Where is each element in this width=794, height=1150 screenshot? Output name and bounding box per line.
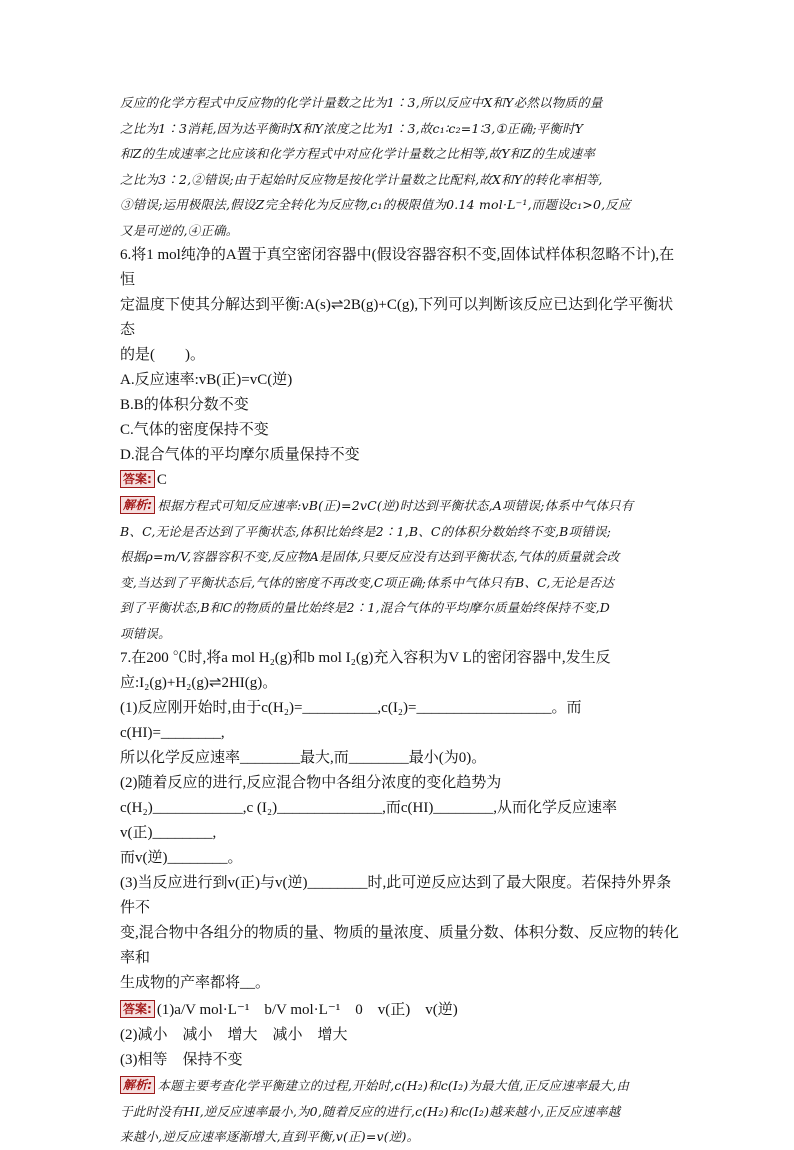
explanation-line: 之比为3∶2,②错误;由于起始时反应物是按化学计量数之比配料,故X和Y的转化率相等, [120, 171, 603, 187]
question-text-line: (3)当反应进行到v(正)与v(逆)________时,此可逆反应达到了最大限度。若保持外界条件不 [120, 875, 672, 916]
question-text-line: 所以化学反应速率________最大,而________最小(为0)。 [120, 750, 487, 766]
explanation-line: 之比为1∶3消耗,因为达平衡时X和Y浓度之比为1∶3,故c₁∶c₂=1∶3,①正确;平衡时Y [120, 120, 584, 136]
analysis-line [120, 1073, 680, 1099]
explanation-line: 反应的化学方程式中反应物的化学计量数之比为1∶3,所以反应中X和Y必然以物质的量 [120, 95, 603, 110]
analysis-text: 根据方程式可知反应速率:vB(正)=2vC(逆)时达到平衡状态,A项错误;体系中气体只有 [157, 498, 634, 513]
answer-tag: 答案: [120, 1000, 155, 1018]
analysis-line: 到了平衡状态,B和C的物质的量比始终是2∶1,混合气体的平均摩尔质量始终保持不变,D [120, 600, 610, 615]
explanation-line: 和Z的生成速率之比应该和化学方程式中对应化学计量数之比相等,故Y和Z的生成速率 [120, 146, 595, 161]
question-6 [120, 243, 680, 646]
option-a: A.反应速率:vB(正)=vC(逆) [120, 372, 293, 388]
analysis-line: 项错误。 [120, 625, 171, 641]
question-7 [120, 646, 680, 1150]
analysis-line: 变,当达到了平衡状态后,气体的密度不再改变,C项正确;体系中气体只有B、C,无论是否达 [120, 574, 615, 590]
document-content [120, 90, 680, 1150]
analysis-line: 来越小,逆反应速率逐渐增大,直到平衡,v(正)=v(逆)。 [120, 1129, 420, 1144]
analysis-line [120, 493, 680, 519]
question-text-line: 6.将1 mol纯净的A置于真空密闭容器中(假设容器容积不变,固体试样体积忽略不计),在恒 [120, 247, 675, 288]
explanation-line: 又是可逆的,④正确。 [120, 222, 239, 238]
analysis-text: 本题主要考查化学平衡建立的过程,开始时,c(H₂)和c(I₂)为最大值,正反应速率最大,由 [157, 1078, 630, 1093]
analysis-tag: 解析: [120, 496, 155, 514]
answer-value: (1)a/V mol·L⁻¹ b/V mol·L⁻¹ 0 v(正) v(逆) [156, 1002, 458, 1018]
question-text-line: 而v(逆)________。 [120, 850, 243, 866]
question-text-line: 生成物的产率都将__。 [120, 975, 271, 991]
question-text-line: 应:I₂(g)+H₂(g)⇌2HI(g)。 [120, 675, 278, 691]
answer-line [120, 468, 680, 493]
option-b: B.B的体积分数不变 [120, 397, 249, 413]
question-text-line: 定温度下使其分解达到平衡:A(s)⇌2B(g)+C(g),下列可以判断该反应已达到化学平衡状态 [120, 297, 674, 338]
answer-line: (3)相等 保持不变 [120, 1052, 243, 1068]
answer-line [120, 998, 680, 1023]
question-text-line: 变,混合物中各组分的物质的量、物质的量浓度、质量分数、体积分数、反应物的转化率和 [120, 925, 679, 966]
answer-line: (2)减小 减小 增大 减小 增大 [120, 1027, 348, 1043]
question-text-line: 的是( )。 [120, 347, 205, 363]
question-text-line: (2)随着反应的进行,反应混合物中各组分浓度的变化趋势为 [120, 775, 502, 791]
analysis-line: B、C,无论是否达到了平衡状态,体积比始终是2∶1,B、C的体积分数始终不变,B项错误; [120, 523, 612, 539]
question-text-line: (1)反应刚开始时,由于c(H₂)=__________,c(I₂)=__________________。而c(HI)=________, [120, 700, 582, 741]
answer-tag: 答案: [120, 470, 155, 488]
option-c: C.气体的密度保持不变 [120, 422, 269, 438]
question-text-line: c(H₂)____________,c (I₂)______________,而c(HI)________,从而化学反应速率v(正)________, [120, 800, 618, 841]
analysis-tag: 解析: [120, 1076, 155, 1094]
explanation-q5 [120, 90, 680, 243]
analysis-line: 于此时没有HI,逆反应速率最小,为0,随着反应的进行,c(H₂)和c(I₂)越来越小,正反应速率越 [120, 1103, 621, 1119]
explanation-line: ③错误;运用极限法,假设Z完全转化为反应物,c₁的极限值为0.14 mol·L⁻¹,而题设c₁>0,反应 [120, 197, 631, 212]
analysis-line: 根据ρ=m/V,容器容积不变,反应物A是固体,只要反应没有达到平衡状态,气体的质量就会改 [120, 549, 620, 564]
option-d: D.混合气体的平均摩尔质量保持不变 [120, 447, 360, 463]
question-text-line: 7.在200 ℃时,将a mol H₂(g)和b mol I₂(g)充入容积为V L的密闭容器中,发生反 [120, 650, 611, 666]
answer-value: C [156, 472, 167, 488]
